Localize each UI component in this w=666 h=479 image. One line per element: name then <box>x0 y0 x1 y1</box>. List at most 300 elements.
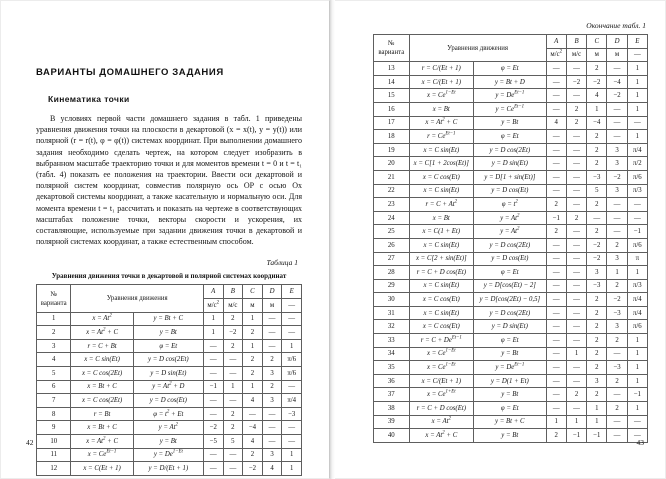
value-E: 1 <box>627 374 647 388</box>
value-C: 2 <box>587 143 607 157</box>
value-B: — <box>566 402 586 416</box>
equation-x: x = Bt + C <box>71 421 133 435</box>
variant-number: 28 <box>374 266 410 280</box>
equation-y: φ = Et <box>474 402 547 416</box>
value-B: 2 <box>223 339 243 353</box>
value-C: 2 <box>587 157 607 171</box>
variant-number: 27 <box>374 252 410 266</box>
value-A: — <box>203 394 223 408</box>
table-row <box>37 462 302 476</box>
col-header-C: C <box>243 285 263 299</box>
value-E: −3 <box>282 407 302 421</box>
value-A: — <box>546 89 566 103</box>
equation-y: y = Bt <box>474 116 547 130</box>
table-row <box>374 361 648 375</box>
equation-x: x = C sin(Et) <box>71 353 133 367</box>
table-row <box>37 448 302 462</box>
variant-number: 39 <box>374 415 410 429</box>
value-D: 3 <box>607 143 627 157</box>
value-C: −2 <box>587 252 607 266</box>
value-B: — <box>566 279 586 293</box>
equation-x: x = C sin(Et) <box>409 238 473 252</box>
value-C: — <box>587 211 607 225</box>
equation-y: y = Bt <box>474 388 547 402</box>
value-A: 1 <box>203 312 223 326</box>
value-E: — <box>627 116 647 130</box>
value-A: — <box>546 320 566 334</box>
table-row <box>374 402 648 416</box>
equation-y: φ = Et <box>474 334 547 348</box>
col-unit-E: — <box>282 299 302 313</box>
value-A: — <box>546 266 566 280</box>
value-D: — <box>607 388 627 402</box>
value-C: 2 <box>587 306 607 320</box>
equation-x: x = C sin(Et) <box>409 143 473 157</box>
value-B: 2 <box>566 116 586 130</box>
value-D: — <box>607 415 627 429</box>
col-header-A: A <box>203 285 223 299</box>
page-right <box>335 0 666 479</box>
value-D: 3 <box>262 394 282 408</box>
equation-x: $x = At^2 + C$ <box>409 116 473 130</box>
variant-number: 37 <box>374 388 410 402</box>
table-row <box>37 339 302 353</box>
col-header-equations: Уравнения движения <box>71 285 203 312</box>
col-header-A: A <box>546 35 566 49</box>
table-row <box>37 421 302 435</box>
variant-number: 20 <box>374 157 410 171</box>
value-D: — <box>262 339 282 353</box>
equation-y: $y = At^2$ <box>133 421 203 435</box>
value-A: — <box>546 279 566 293</box>
value-B: — <box>223 462 243 476</box>
value-C: 3 <box>587 266 607 280</box>
table-row <box>374 266 648 280</box>
value-D: — <box>607 102 627 116</box>
value-E: — <box>627 211 647 225</box>
value-C: 1 <box>243 339 263 353</box>
col-unit-A: $м/с^2$ <box>203 299 223 313</box>
table-row <box>374 130 648 144</box>
value-D: 2 <box>607 402 627 416</box>
variant-number: 15 <box>374 89 410 103</box>
table-row <box>374 184 648 198</box>
value-D: 3 <box>607 252 627 266</box>
equation-x: $x = At^2 + C$ <box>409 429 473 443</box>
table-row <box>37 353 302 367</box>
value-D: — <box>262 326 282 340</box>
value-C: 2 <box>587 347 607 361</box>
value-B: — <box>566 130 586 144</box>
equation-y: y = D cos(2Et) <box>474 306 547 320</box>
equation-y: y = D cos(Et) <box>474 184 547 198</box>
value-A: −2 <box>203 421 223 435</box>
value-B: — <box>566 89 586 103</box>
value-C: −2 <box>587 75 607 89</box>
equation-x: r = C + D cos(Et) <box>409 266 473 280</box>
variant-number: 30 <box>374 293 410 307</box>
value-C: −1 <box>587 429 607 443</box>
equation-y: y = D cos(Et) <box>133 394 203 408</box>
value-B: −2 <box>566 75 586 89</box>
value-E: π/4 <box>282 394 302 408</box>
col-header-D: D <box>262 285 282 299</box>
col-unit-B: м/с <box>566 48 586 62</box>
col-unit-D: м <box>262 299 282 313</box>
equation-y: y = Bt + D <box>474 75 547 89</box>
value-E: π/6 <box>627 320 647 334</box>
table-row <box>37 407 302 421</box>
variant-number: 36 <box>374 374 410 388</box>
variant-number: 14 <box>374 75 410 89</box>
table-row <box>374 415 648 429</box>
page-number-left: 42 <box>26 438 34 447</box>
header-row <box>37 285 302 299</box>
value-A: 1 <box>546 415 566 429</box>
value-E: — <box>627 198 647 212</box>
value-C: 2 <box>587 293 607 307</box>
variant-number: 8 <box>37 407 71 421</box>
value-C: −4 <box>587 116 607 130</box>
equation-y: y = D cos(2Et) <box>474 143 547 157</box>
value-B: 1 <box>566 347 586 361</box>
equation-x: x = Bt + C <box>71 380 133 394</box>
value-D: — <box>607 62 627 76</box>
value-C: 2 <box>587 388 607 402</box>
value-E: π/6 <box>627 170 647 184</box>
value-E: π/3 <box>627 184 647 198</box>
motion-table-left <box>36 284 302 475</box>
variant-number: 6 <box>37 380 71 394</box>
value-B: — <box>566 157 586 171</box>
table-row <box>374 388 648 402</box>
value-D: — <box>607 116 627 130</box>
variant-number: 1 <box>37 312 71 326</box>
value-A: — <box>203 353 223 367</box>
table-caption: Таблица 1 <box>266 258 298 268</box>
variant-number: 24 <box>374 211 410 225</box>
col-unit-A: $м/с^2$ <box>546 48 566 62</box>
col-unit-B: м/с <box>223 299 243 313</box>
value-C: 4 <box>587 89 607 103</box>
equation-y: $y = De^{1-Et}$ <box>133 448 203 462</box>
col-unit-D: м <box>607 48 627 62</box>
value-E: π/2 <box>627 157 647 171</box>
value-E: 1 <box>627 75 647 89</box>
equation-x: x = C cos(Et) <box>409 293 473 307</box>
value-E: 1 <box>627 402 647 416</box>
equation-x: $r = Ce^{Et-1}$ <box>409 130 473 144</box>
equation-x: x = C(Et + 1) <box>71 462 133 476</box>
value-A: — <box>546 75 566 89</box>
value-E: 1 <box>627 361 647 375</box>
header-row <box>374 35 648 49</box>
variant-number: 29 <box>374 279 410 293</box>
equation-x: $x = At^2$ <box>409 415 473 429</box>
table-row <box>374 225 648 239</box>
value-A: −5 <box>203 434 223 448</box>
value-D: — <box>262 407 282 421</box>
value-E: 1 <box>627 130 647 144</box>
variant-number: 9 <box>37 421 71 435</box>
value-D: — <box>607 130 627 144</box>
value-B: — <box>223 448 243 462</box>
value-A: — <box>203 339 223 353</box>
value-D: — <box>262 312 282 326</box>
variant-number: 26 <box>374 238 410 252</box>
variant-number: 33 <box>374 334 410 348</box>
value-B: 2 <box>223 312 243 326</box>
col-header-B: B <box>566 35 586 49</box>
value-D: −4 <box>607 75 627 89</box>
variant-number: 18 <box>374 130 410 144</box>
value-A: — <box>546 293 566 307</box>
equation-x: x = C[1 + 2cos(Et)] <box>409 157 473 171</box>
value-A: −1 <box>546 211 566 225</box>
table-row <box>374 347 648 361</box>
value-A: — <box>203 462 223 476</box>
value-B: — <box>566 361 586 375</box>
equation-y: y = Bt <box>474 429 547 443</box>
value-A: 2 <box>546 225 566 239</box>
table-row <box>374 374 648 388</box>
value-D: 1 <box>607 266 627 280</box>
equation-x: x = C cos(Et) <box>409 320 473 334</box>
value-A: — <box>546 130 566 144</box>
value-D: 2 <box>607 374 627 388</box>
table-title: Уравнения движения точки в декартовой и полярной системах координат <box>51 272 287 281</box>
value-E: — <box>282 380 302 394</box>
value-C: 2 <box>587 361 607 375</box>
equation-y: y = D[1 + sin(Et)] <box>474 170 547 184</box>
table-row <box>37 312 302 326</box>
value-E: −1 <box>627 225 647 239</box>
value-E: — <box>282 434 302 448</box>
table-row <box>374 170 648 184</box>
value-C: 2 <box>587 198 607 212</box>
table-row <box>374 75 648 89</box>
value-E: 1 <box>282 339 302 353</box>
value-C: −2 <box>243 462 263 476</box>
value-A: — <box>546 62 566 76</box>
table-row <box>374 211 648 225</box>
value-A: −1 <box>203 380 223 394</box>
value-B: — <box>566 143 586 157</box>
value-C: — <box>243 407 263 421</box>
value-A: — <box>203 448 223 462</box>
variant-number: 32 <box>374 320 410 334</box>
value-A: — <box>203 407 223 421</box>
equation-y: y = D[cos(Et) − 2] <box>474 279 547 293</box>
col-header-variant: № варианта <box>37 285 71 312</box>
equation-y: y = D sin(Et) <box>474 157 547 171</box>
value-A: — <box>546 374 566 388</box>
equation-y: $y = Ce^{Et-1}$ <box>474 102 547 116</box>
value-C: 2 <box>587 225 607 239</box>
value-A: 4 <box>546 116 566 130</box>
value-D: 2 <box>607 238 627 252</box>
value-E: π/4 <box>627 306 647 320</box>
equation-y: y = D cos(2Et) <box>474 238 547 252</box>
value-E: — <box>282 421 302 435</box>
equation-y: y = D(1 + Et) <box>474 374 547 388</box>
value-D: −3 <box>607 361 627 375</box>
value-D: 2 <box>262 380 282 394</box>
value-C: 2 <box>587 130 607 144</box>
value-A: — <box>546 184 566 198</box>
table-row <box>37 380 302 394</box>
equation-x: x = Bt <box>409 102 473 116</box>
equation-y: y = Bt <box>133 434 203 448</box>
equation-x: x = Bt <box>409 211 473 225</box>
page-number-right: 43 <box>636 438 644 447</box>
value-D: 3 <box>262 367 282 381</box>
value-A: — <box>546 252 566 266</box>
value-A: 2 <box>546 198 566 212</box>
value-B: — <box>566 306 586 320</box>
value-A: — <box>546 102 566 116</box>
equation-x: x = C/(Et + 1) <box>409 374 473 388</box>
equation-x: r = Bt <box>71 407 133 421</box>
value-B: — <box>566 198 586 212</box>
equation-x: $x = At^2 + C$ <box>71 434 133 448</box>
value-B: — <box>566 225 586 239</box>
value-E: 1 <box>627 62 647 76</box>
value-A: — <box>203 367 223 381</box>
value-B: — <box>223 394 243 408</box>
value-B: 5 <box>223 434 243 448</box>
value-E: π/6 <box>282 353 302 367</box>
value-C: 1 <box>587 102 607 116</box>
value-D: 3 <box>607 157 627 171</box>
value-E: 1 <box>627 347 647 361</box>
value-E: π/6 <box>282 367 302 381</box>
value-A: — <box>546 334 566 348</box>
value-C: 2 <box>243 353 263 367</box>
value-A: — <box>546 361 566 375</box>
table-row <box>374 143 648 157</box>
equation-x: x = C[2 + sin(Et)] <box>409 252 473 266</box>
value-E: 1 <box>627 89 647 103</box>
value-B: 2 <box>566 211 586 225</box>
variant-number: 5 <box>37 367 71 381</box>
value-A: — <box>546 347 566 361</box>
equation-y: φ = Et <box>474 62 547 76</box>
value-B: — <box>566 170 586 184</box>
table-row <box>374 89 648 103</box>
value-C: −2 <box>587 238 607 252</box>
intro-paragraph: В условиях первой части домашнего задания в табл. 1 приведены уравнения движения точки на плоскости в декартовой (x = x(t), y = y(t)) или полярной (r = r(t), φ = φ(t)) системах координат. При выполнении домашнего задания необходимо сделать чертеж, на котором следует изобразить в выбранном масштабе траекторию точки и для моментов времени t = 0 и t = t₁ (табл. 4) показать ее положения на траектории. Ввести оси декартовой и полярной систем координат, совместив полярную ось OP с осью Ox декартовой системы координат, а также касательную и нормальную оси. Для момента времени t = t₁ рассчитать и показать на чертеже в соответствующих масштабах положение точки, векторы скорости и ускорения, их составляющие, используемые при задании движения точки в декартовой и полярной системах координат, а также естественным способом. <box>36 114 302 247</box>
equation-x: $x = Ce^{1-Et}$ <box>409 361 473 375</box>
value-E: — <box>282 326 302 340</box>
variant-number: 19 <box>374 143 410 157</box>
value-E: — <box>627 415 647 429</box>
variant-number: 10 <box>37 434 71 448</box>
value-C: 1 <box>587 415 607 429</box>
equation-y: $\varphi = t^2$ <box>474 198 547 212</box>
value-A: — <box>546 143 566 157</box>
value-D: 2 <box>262 353 282 367</box>
value-B: 2 <box>223 407 243 421</box>
value-A: 2 <box>546 429 566 443</box>
equation-y: y = D cos(Et) <box>474 252 547 266</box>
page-left <box>0 0 330 479</box>
table-row <box>37 326 302 340</box>
equation-x: x = C cos(2Et) <box>71 394 133 408</box>
value-D: — <box>607 198 627 212</box>
value-B: — <box>223 353 243 367</box>
table-row <box>374 320 648 334</box>
value-D: — <box>262 421 282 435</box>
value-C: 5 <box>587 184 607 198</box>
table-row <box>374 306 648 320</box>
table-row <box>374 198 648 212</box>
equation-y: $y = At^2$ <box>474 225 547 239</box>
value-E: π/6 <box>627 238 647 252</box>
motion-table-right <box>373 34 648 443</box>
value-B: −1 <box>566 429 586 443</box>
value-B: — <box>223 367 243 381</box>
value-C: 2 <box>587 62 607 76</box>
table-row <box>374 157 648 171</box>
value-D: −2 <box>607 170 627 184</box>
table-row <box>37 394 302 408</box>
value-B: — <box>566 184 586 198</box>
equation-y: $y = At^2 + D$ <box>133 380 203 394</box>
equation-y: φ = Et <box>133 339 203 353</box>
value-E: — <box>282 312 302 326</box>
table-row <box>374 334 648 348</box>
equation-x: x = C cos(2Et) <box>71 367 133 381</box>
value-D: 3 <box>262 448 282 462</box>
value-C: 2 <box>243 448 263 462</box>
value-D: — <box>607 225 627 239</box>
value-C: 2 <box>587 320 607 334</box>
value-C: 3 <box>587 374 607 388</box>
equation-x: x = C/(Et + 1) <box>409 75 473 89</box>
equation-y: $y = De^{Et-1}$ <box>474 361 547 375</box>
equation-y: y = D sin(Et) <box>474 320 547 334</box>
value-B: — <box>566 374 586 388</box>
value-C: −4 <box>243 421 263 435</box>
table-row <box>374 429 648 443</box>
value-D: — <box>607 347 627 361</box>
variant-number: 40 <box>374 429 410 443</box>
variant-number: 3 <box>37 339 71 353</box>
value-D: 2 <box>607 279 627 293</box>
value-B: — <box>566 252 586 266</box>
variant-number: 35 <box>374 361 410 375</box>
value-E: 1 <box>627 102 647 116</box>
value-E: π <box>627 252 647 266</box>
equation-y: $y = At^2$ <box>474 211 547 225</box>
equation-x: $x = Ce^{1-Et}$ <box>409 89 473 103</box>
value-D: −2 <box>607 293 627 307</box>
table-row <box>374 62 648 76</box>
col-header-E: E <box>282 285 302 299</box>
value-B: — <box>566 293 586 307</box>
equation-y: $y = De^{Et-1}$ <box>474 89 547 103</box>
value-D: 3 <box>607 320 627 334</box>
value-C: −3 <box>587 279 607 293</box>
value-C: 2 <box>587 334 607 348</box>
col-header-C: C <box>587 35 607 49</box>
variant-number: 12 <box>37 462 71 476</box>
equation-x: $x = Ce^{Et-1}$ <box>71 448 133 462</box>
value-E: 1 <box>627 334 647 348</box>
variant-number: 16 <box>374 102 410 116</box>
value-B: — <box>566 320 586 334</box>
